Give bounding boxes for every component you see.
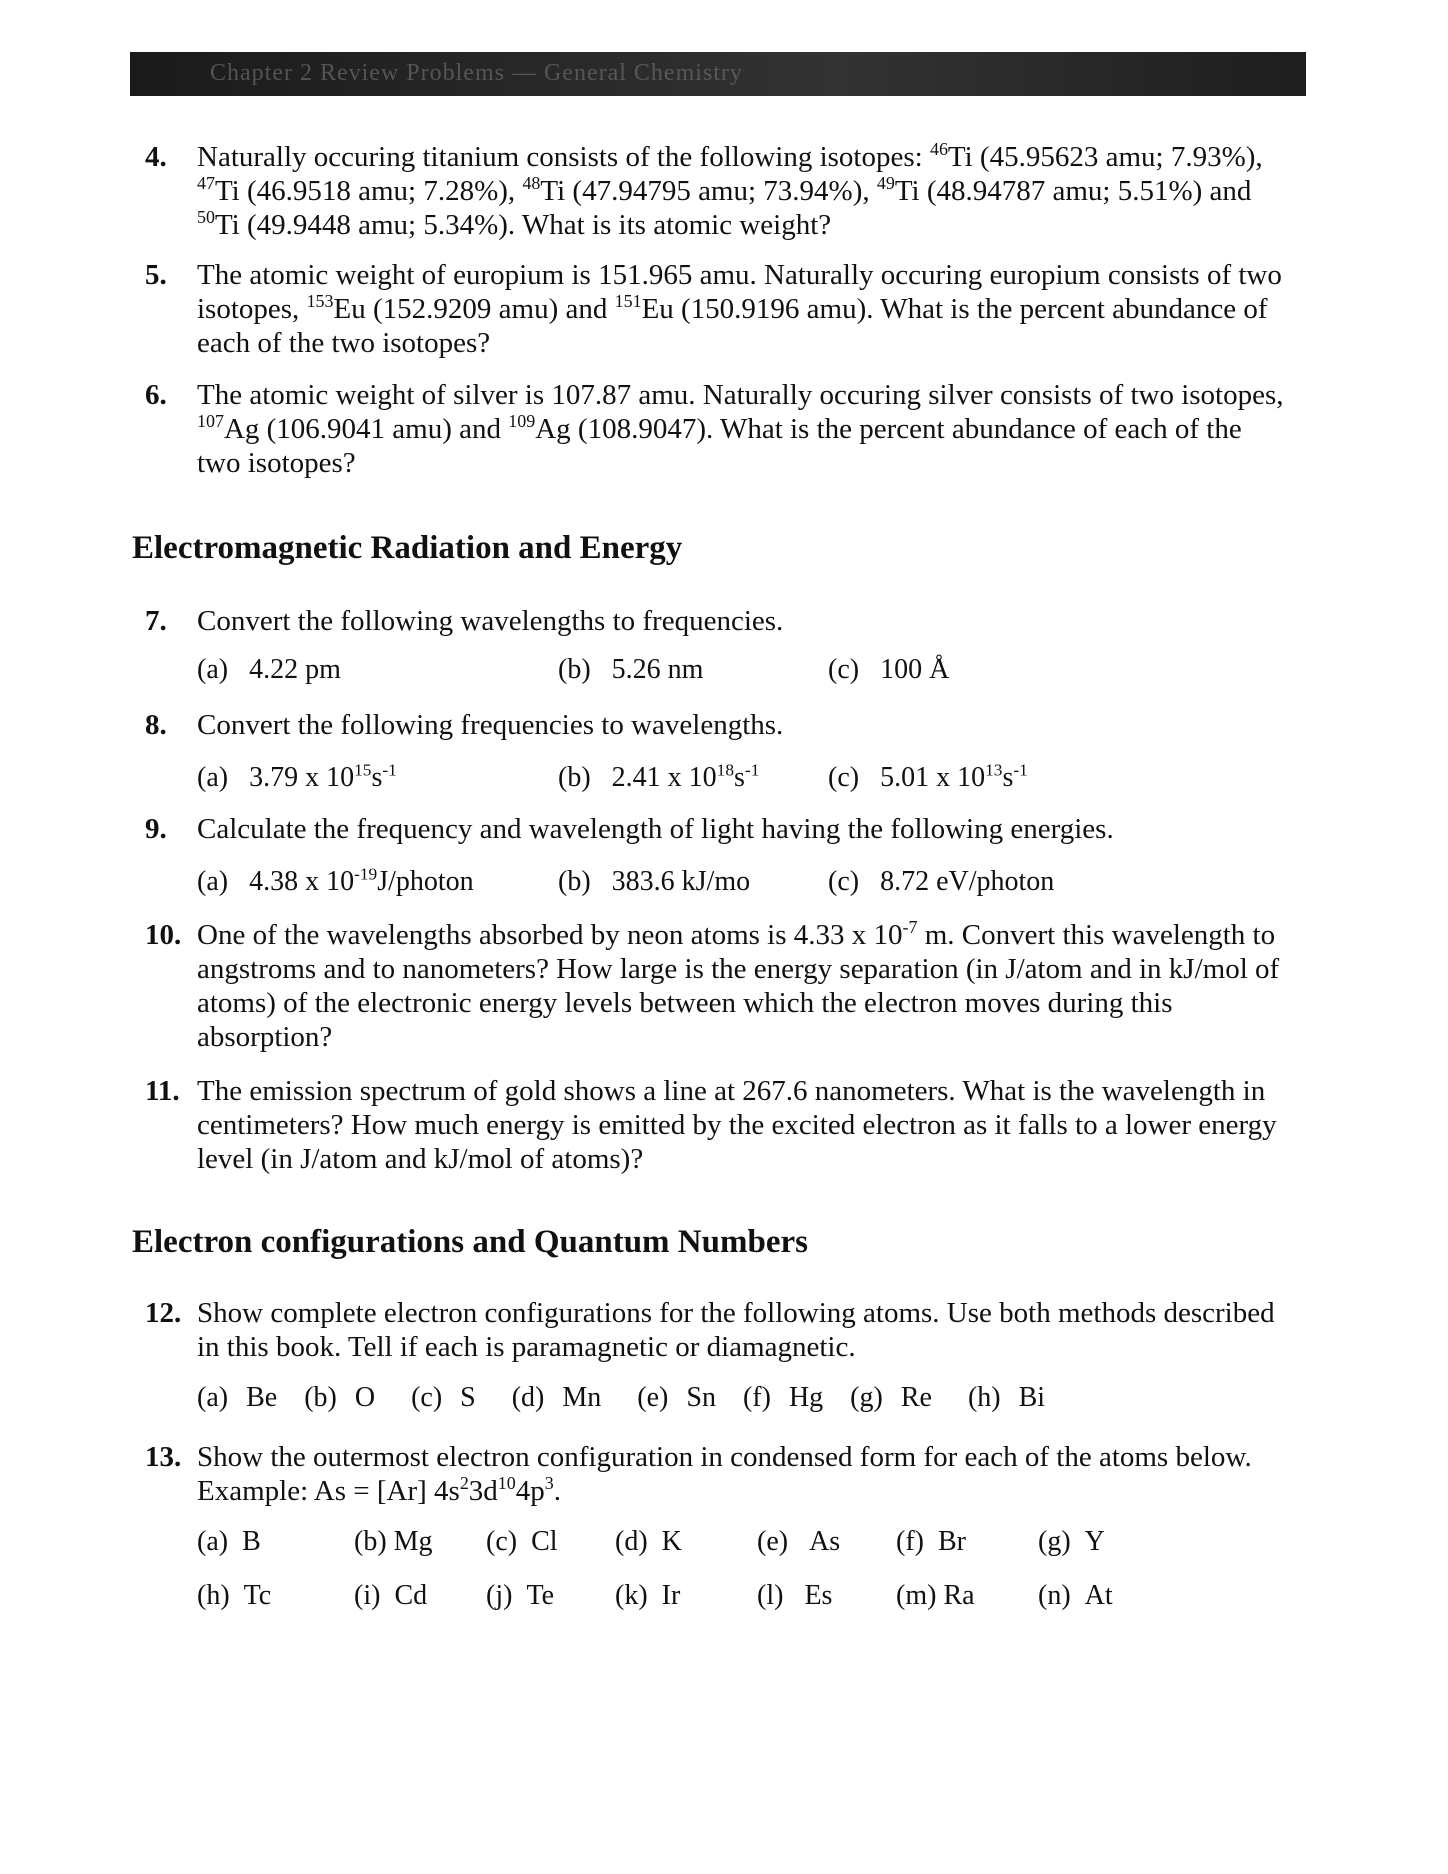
q9-option-a: (a) 4.38 x $10^{-19}J$/photon (197, 864, 474, 897)
q9-option-b: (b) 383.6 kJ/mo (558, 866, 751, 897)
question-number: 13. (145, 1441, 182, 1473)
question-text: The atomic weight of europium is 151.965 amu. Naturally occuring europium consists of two isotopes, $^{153}$Eu (152.9209 amu) and $^{151}$Eu (150.9196 amu). What is the percent abundance of each of the two isotopes? (197, 259, 1282, 359)
question-text: Convert the following wavelengths to frequencies. (197, 605, 784, 637)
q13-item: (j) Te (486, 1580, 555, 1611)
question-10 (145, 918, 1285, 1054)
q7-option-b: (b) 5.26 nm (558, 654, 704, 685)
section-heading-em-radiation: Electromagnetic Radiation and Energy (132, 530, 683, 566)
page-header-bar (130, 52, 1306, 96)
question-11 (145, 1074, 1285, 1176)
question-text: Show the outermost electron configuration in condensed form for each of the atoms below. Example: As = [Ar] $4s^23d^{10}4p^3$. (197, 1441, 1252, 1507)
q8-option-a: (a) 3.79 x $10^{15}s^{-1}$ (197, 760, 397, 793)
question-text: Convert the following frequencies to wavelengths. (197, 709, 784, 741)
q13-item: (h) Tc (197, 1580, 272, 1611)
question-number: 10. (145, 919, 182, 951)
q13-item: (b) Mg (354, 1526, 433, 1557)
question-number: 12. (145, 1297, 182, 1329)
question-number: 8. (145, 709, 167, 741)
question-6 (145, 378, 1285, 480)
q13-item: (e) As (757, 1526, 841, 1557)
question-4 (145, 140, 1285, 242)
q12-atom-list: (a) Be (b) O (c) S (d) Mn (e) Sn (f) Hg (g) Re (h) Bi (197, 1382, 1046, 1413)
question-text: Naturally occuring titanium consists of the following isotopes: $^{46}$Ti (45.95623 amu; 7.93%), $^{47}$Ti (46.9518 amu; 7.28%), $^{48}$Ti (47.94795 amu; 73.94%), $^{49}$Ti (48.94787 amu; 5.51%) and $^{50}$Ti (49.9448 amu; 5.34%). What is its atomic weight? (197, 138, 1263, 241)
q13-item: (d) K (615, 1526, 682, 1557)
question-text: The emission spectrum of gold shows a line at 267.6 nanometers. What is the wavelength in centimeters? How much energy is emitted by the excited electron as it falls to a lower energy level (in J/atom and kJ/mol of atoms)? (197, 1075, 1277, 1175)
question-text: Calculate the frequency and wavelength of light having the following energies. (197, 813, 1114, 845)
q8-option-c: (c) 5.01 x $10^{13}s^{-1}$ (828, 760, 1028, 793)
question-5 (145, 258, 1285, 360)
q13-item: (n) At (1038, 1580, 1113, 1611)
q13-item: (l) Es (757, 1580, 833, 1611)
question-text: One of the wavelengths absorbed by neon atoms is 4.33 x $10^{-7}$ m. Convert this wavelength to angstroms and to nanometers? How large is the energy separation (in J/atom and in kJ/mol of atoms) of the electronic energy levels between which the electron moves during this absorption? (197, 916, 1280, 1053)
header-text: Chapter 2 Review Problems — General Chemistry (210, 60, 743, 86)
question-text: The atomic weight of silver is 107.87 amu. Naturally occuring silver consists of two isotopes, $^{107}$Ag (106.9041 amu) and $^{109}$Ag (108.9047). What is the percent abundance of each of the two isotopes? (197, 379, 1284, 479)
question-number: 11. (145, 1075, 180, 1107)
question-number: 7. (145, 605, 167, 637)
q8-option-b: (b) 2.41 x $10^{18}s^{-1}$ (558, 760, 760, 793)
question-12 (145, 1296, 1285, 1364)
question-number: 9. (145, 813, 167, 845)
q13-item: (m) Ra (896, 1580, 975, 1611)
question-9 (145, 812, 1285, 846)
q9-option-c: (c) 8.72 eV/photon (828, 866, 1055, 897)
question-13 (145, 1440, 1285, 1508)
question-number: 5. (145, 259, 167, 291)
q7-option-a: (a) 4.22 pm (197, 654, 341, 685)
section-heading-electron-config: Electron configurations and Quantum Numbers (132, 1224, 808, 1260)
question-number: 6. (145, 379, 167, 411)
question-8 (145, 708, 1285, 742)
question-text: Show complete electron configurations for the following atoms. Use both methods described in this book. Tell if each is paramagnetic or diamagnetic. (197, 1297, 1275, 1363)
q13-item: (c) Cl (486, 1526, 558, 1557)
q13-item: (k) Ir (615, 1580, 681, 1611)
question-7 (145, 604, 1285, 638)
q13-item: (f) Br (896, 1526, 966, 1557)
q13-item: (a) B (197, 1526, 261, 1557)
q7-option-c: (c) 100 Å (828, 654, 950, 685)
question-number: 4. (145, 141, 167, 173)
q13-item: (i) Cd (354, 1580, 428, 1611)
q13-item: (g) Y (1038, 1526, 1105, 1557)
